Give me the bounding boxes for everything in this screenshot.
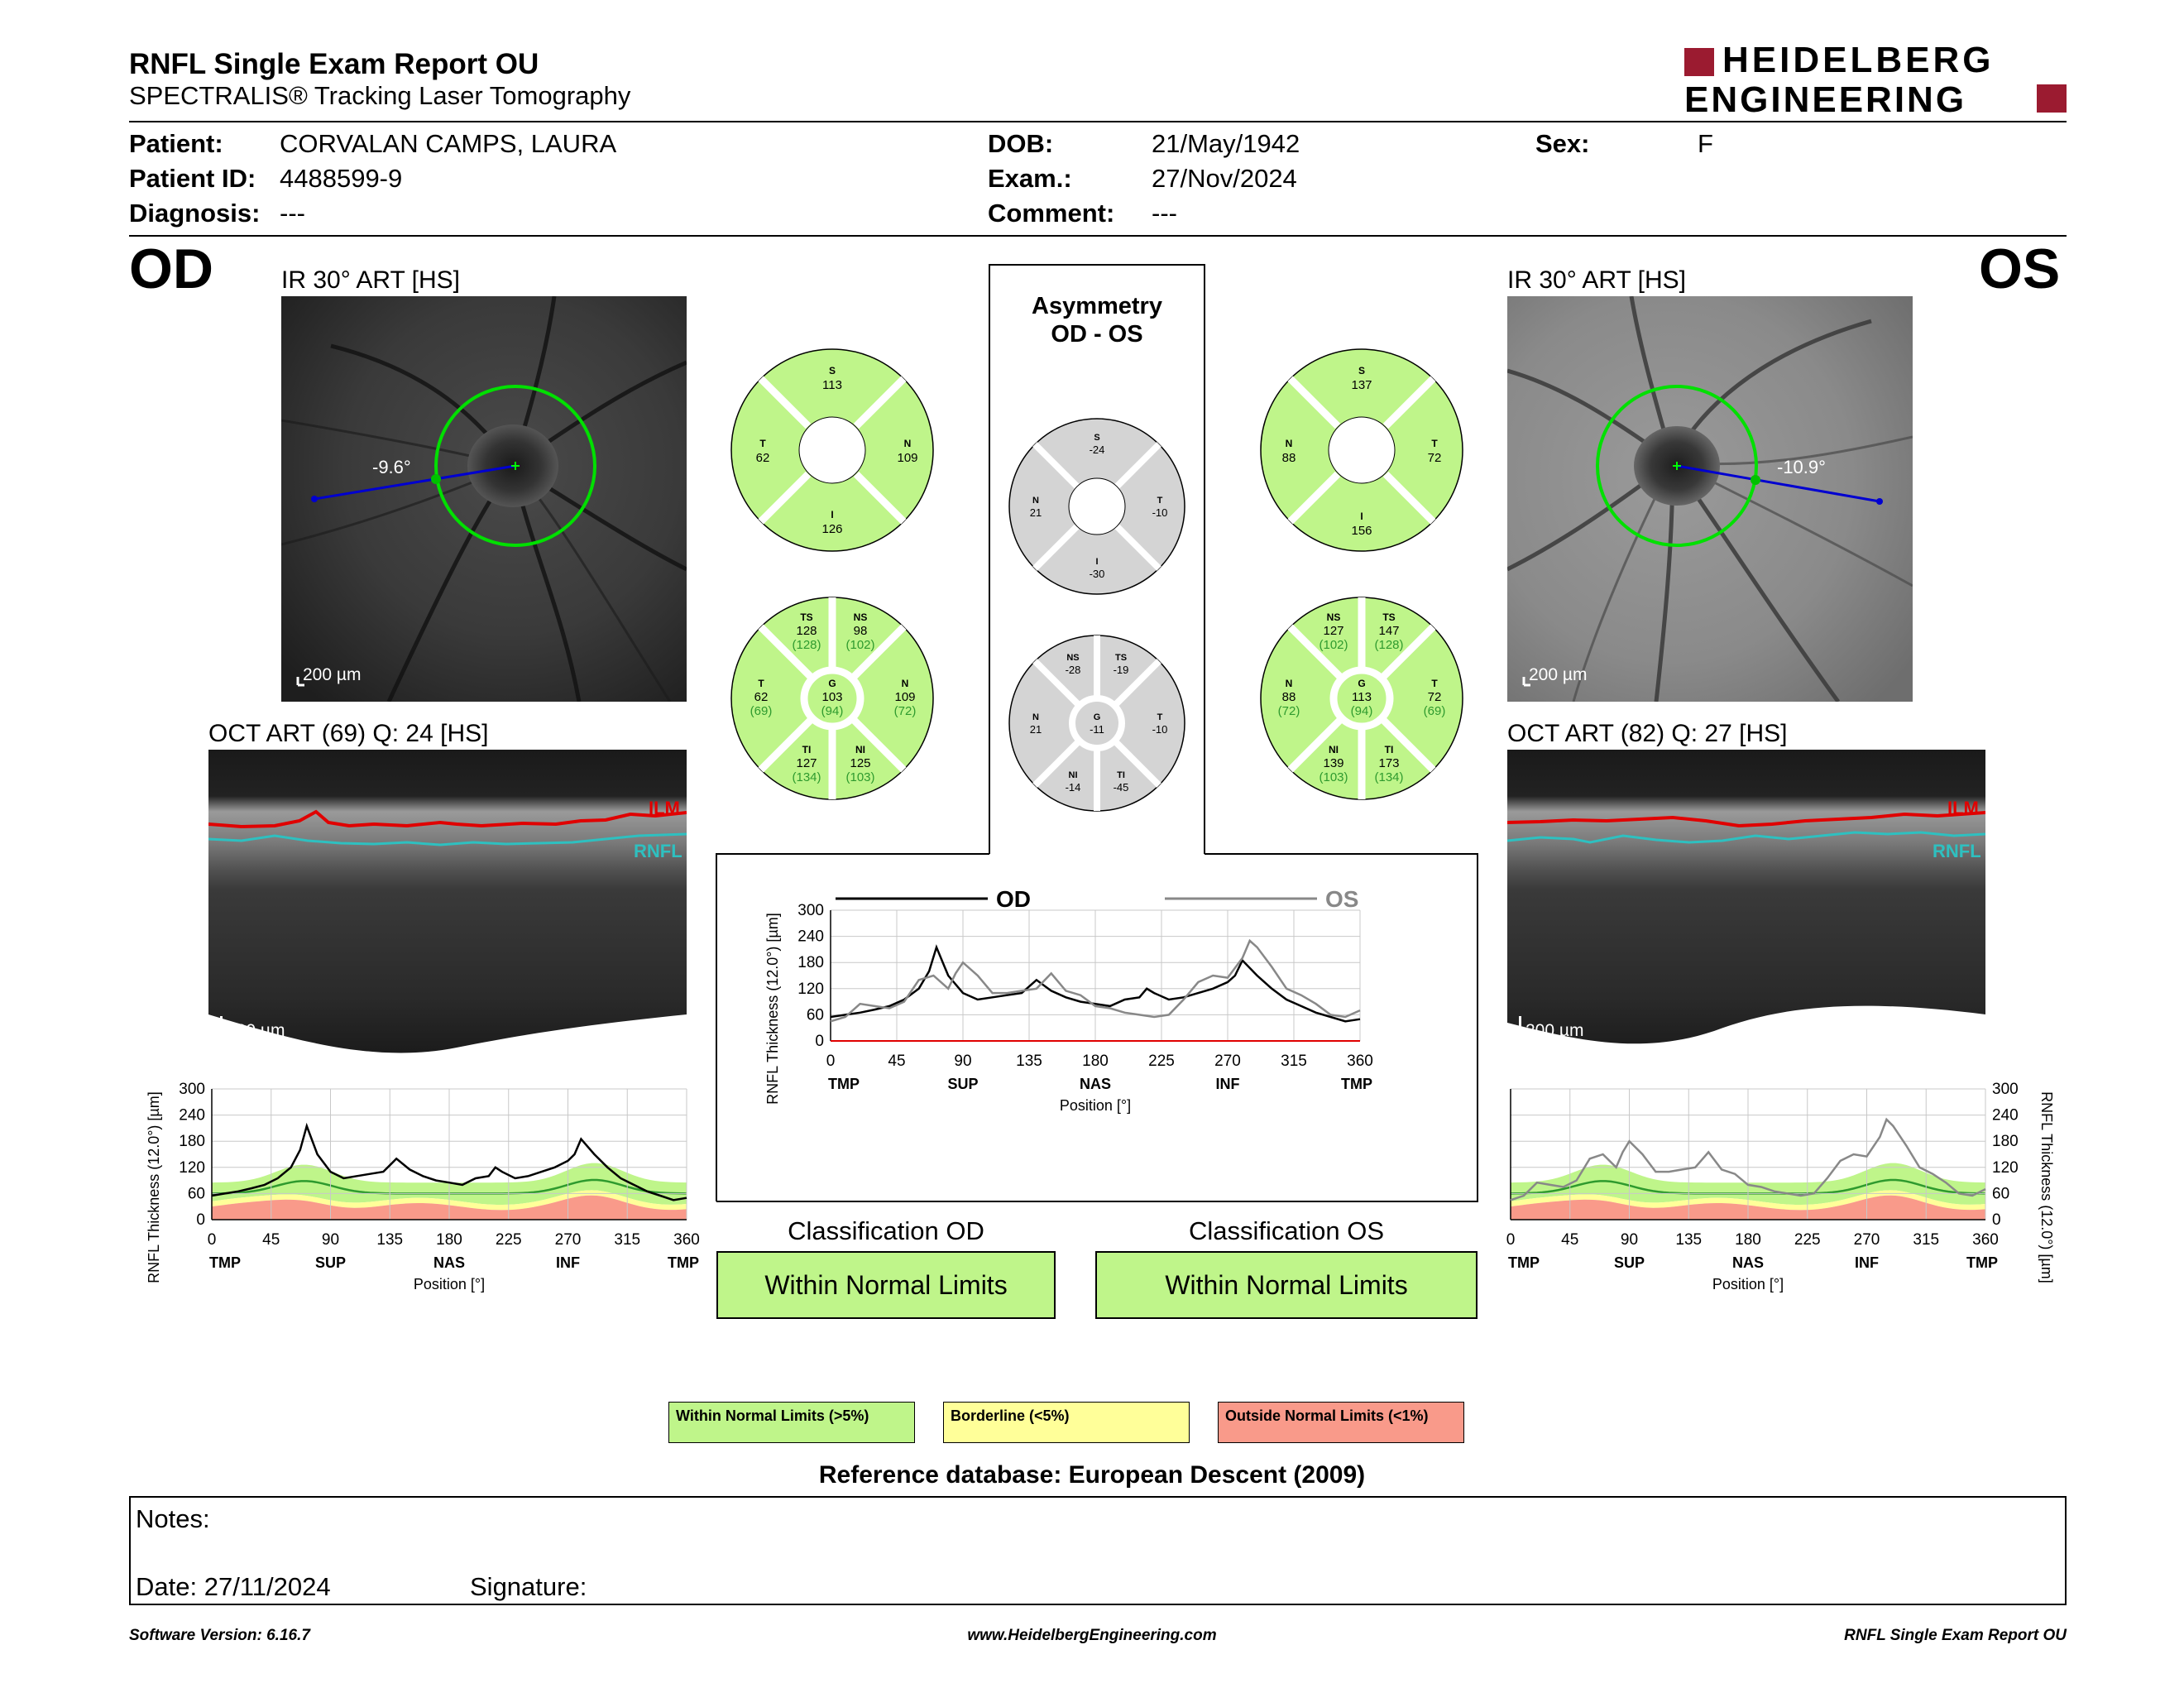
signature-label: Signature: [470, 1572, 587, 1601]
svg-text:(102): (102) [1319, 638, 1348, 652]
svg-text:I: I [831, 509, 834, 520]
comment-value: --- [1152, 199, 1177, 228]
y-axis-title: RNFL Thickness (12.0°) [µm] [764, 913, 781, 1105]
od-s-value: 113 [822, 378, 842, 392]
y-tick-label: 0 [196, 1211, 205, 1229]
x-tick-label: 315 [614, 1231, 641, 1249]
y-tick-label: 300 [1992, 1081, 2019, 1098]
svg-text:-11: -11 [1090, 723, 1104, 736]
svg-text:88: 88 [1281, 690, 1296, 704]
x-tick-label: 225 [495, 1231, 522, 1249]
x-tick-label: 0 [207, 1231, 217, 1249]
comment-label: Comment: [988, 199, 1115, 228]
svg-text:72: 72 [1427, 690, 1442, 704]
logo-line2: ENGINEERING [1684, 79, 1967, 120]
region-label: INF [1855, 1254, 1879, 1271]
y-tick-label: 0 [1992, 1211, 2001, 1229]
asym-t-value: -10 [1152, 506, 1168, 519]
region-label: SUP [1613, 1254, 1645, 1271]
od-ilm-label: ILM [649, 798, 680, 818]
region-label: TMP [828, 1076, 860, 1092]
svg-text:S: S [1358, 365, 1366, 376]
region-label: INF [556, 1254, 580, 1271]
svg-text:S: S [828, 365, 836, 376]
od-classification-box: Within Normal Limits [716, 1251, 1056, 1319]
region-label: TMP [668, 1254, 699, 1271]
os-s-value: 137 [1351, 378, 1372, 392]
x-tick-label: 0 [1506, 1231, 1516, 1249]
x-tick-label: 315 [1913, 1231, 1940, 1249]
dob-label: DOB: [988, 129, 1054, 158]
svg-text:T: T [759, 438, 766, 449]
asymmetry-title-2: OD - OS [1051, 321, 1143, 348]
x-tick-label: 225 [1794, 1231, 1821, 1249]
y-tick-label: 180 [179, 1133, 205, 1151]
svg-text:NI: NI [855, 744, 865, 755]
x-tick-label: 180 [1082, 1053, 1109, 1070]
y-axis-title: RNFL Thickness (12.0°) [µm] [146, 1091, 162, 1283]
os-eye-label: OS [1979, 237, 2061, 300]
svg-text:103: 103 [821, 690, 843, 704]
patient-id: 4488599-9 [280, 164, 403, 193]
y-tick-label: 120 [797, 980, 824, 998]
os-ilm-label: ILM [1947, 798, 1979, 818]
svg-text:NS: NS [1066, 653, 1080, 663]
os-classification-label: Classification OS [1188, 1216, 1385, 1245]
asymmetry-thickness-chart [764, 886, 1373, 1114]
svg-text:NI: NI [1068, 770, 1078, 780]
svg-text:G: G [1358, 678, 1366, 689]
os-t-value: 72 [1427, 451, 1442, 465]
svg-text:I: I [1095, 557, 1099, 567]
y-tick-label: 180 [797, 954, 824, 972]
legend-normal: Within Normal Limits (>5%) [668, 1402, 915, 1443]
svg-text:139: 139 [1323, 756, 1344, 770]
svg-text:109: 109 [894, 690, 916, 704]
od-thickness-chart [146, 1081, 700, 1292]
os-oct-caption: OCT ART (82) Q: 27 [HS] [1507, 720, 1788, 747]
svg-text:S: S [1094, 433, 1100, 443]
legend-borderline: Borderline (<5%) [943, 1402, 1190, 1443]
y-tick-label: 0 [815, 1033, 824, 1050]
od-fundus-scale: 200 µm [303, 665, 362, 684]
asym-s-value: -24 [1089, 444, 1105, 456]
svg-text:N: N [1285, 438, 1293, 449]
x-tick-label: 45 [888, 1053, 906, 1070]
od-oct-scale: 200 µm [227, 1021, 285, 1040]
svg-text:T: T [1431, 438, 1438, 449]
x-tick-label: 135 [1675, 1231, 1703, 1249]
y-tick-label: 300 [179, 1081, 205, 1098]
svg-text:(94): (94) [1350, 704, 1373, 718]
svg-text:147: 147 [1378, 624, 1400, 638]
report-title: RNFL Single Exam Report OU [129, 48, 539, 80]
svg-text:N: N [901, 678, 909, 689]
region-label: TMP [1508, 1254, 1540, 1271]
svg-text:TS: TS [1382, 611, 1396, 623]
y-tick-label: 120 [179, 1158, 205, 1177]
reference-database: Reference database: European Descent (2009) [818, 1461, 1366, 1489]
svg-text:(94): (94) [821, 704, 844, 718]
svg-text:TI: TI [802, 744, 812, 755]
x-tick-label: 180 [1735, 1231, 1761, 1249]
svg-text:(69): (69) [1423, 704, 1446, 718]
os-ir-caption: IR 30° ART [HS] [1507, 266, 1686, 294]
x-tick-label: 45 [1561, 1231, 1579, 1249]
svg-text:(128): (128) [1374, 638, 1404, 652]
x-tick-label: 90 [954, 1053, 972, 1070]
legend-od-label: OD [996, 886, 1031, 912]
asymmetry-title-1: Asymmetry [1032, 293, 1162, 319]
os-angle-label: -10.9° [1777, 457, 1826, 477]
footer-version: Software Version: 6.16.7 [129, 1627, 310, 1644]
patient-id-label: Patient ID: [129, 164, 256, 193]
asym-n-value: 21 [1029, 506, 1042, 519]
svg-text:I: I [1360, 511, 1363, 522]
x-axis-title: Position [°] [413, 1276, 486, 1292]
svg-text:TI: TI [1117, 770, 1125, 780]
svg-text:(128): (128) [792, 638, 821, 652]
svg-text:(72): (72) [893, 704, 917, 718]
x-axis-title: Position [°] [1059, 1097, 1132, 1114]
asym-i-value: -30 [1089, 568, 1105, 580]
svg-text:G: G [828, 678, 836, 689]
svg-text:173: 173 [1378, 756, 1400, 770]
x-tick-label: 135 [376, 1231, 404, 1249]
region-label: NAS [1731, 1254, 1765, 1271]
svg-text:21: 21 [1029, 723, 1042, 736]
od-i-value: 126 [821, 522, 843, 536]
svg-text:(103): (103) [845, 770, 875, 784]
svg-text:N: N [1032, 496, 1039, 506]
diagnosis-value: --- [280, 199, 305, 228]
x-tick-label: 135 [1016, 1053, 1042, 1070]
svg-text:127: 127 [1323, 624, 1344, 638]
svg-text:T: T [1157, 496, 1163, 506]
y-tick-label: 180 [1992, 1133, 2019, 1151]
svg-text:(103): (103) [1319, 770, 1348, 784]
od-t-value: 62 [755, 451, 770, 465]
y-tick-label: 60 [187, 1185, 205, 1203]
svg-text:(69): (69) [750, 704, 773, 718]
region-label: INF [1215, 1076, 1240, 1092]
od-angle-label: -9.6° [372, 457, 411, 477]
svg-text:T: T [758, 678, 764, 689]
exam-value: 27/Nov/2024 [1152, 164, 1297, 193]
os-rnfl-label: RNFL [1933, 841, 1981, 861]
x-tick-label: 180 [436, 1231, 462, 1249]
x-tick-label: 90 [1620, 1231, 1639, 1249]
notes-label: Notes: [136, 1504, 210, 1533]
x-tick-label: 360 [1972, 1231, 1999, 1249]
svg-text:113: 113 [1352, 690, 1372, 704]
svg-text:(134): (134) [792, 770, 821, 784]
x-tick-label: 360 [673, 1231, 700, 1249]
svg-text:(134): (134) [1374, 770, 1404, 784]
svg-text:-45: -45 [1113, 781, 1129, 794]
legend-outside: Outside Normal Limits (<1%) [1218, 1402, 1464, 1443]
svg-text:-10: -10 [1152, 723, 1168, 736]
report-subtitle: SPECTRALIS® Tracking Laser Tomography [129, 81, 631, 110]
dob-value: 21/May/1942 [1152, 129, 1300, 158]
svg-text:T: T [1157, 712, 1163, 722]
os-classification-box: Within Normal Limits [1095, 1251, 1478, 1319]
svg-text:G: G [1093, 712, 1101, 722]
od-rnfl-label: RNFL [634, 841, 682, 861]
logo-line1: HEIDELBERG [1722, 40, 1995, 80]
x-tick-label: 225 [1148, 1053, 1175, 1070]
y-tick-label: 240 [1992, 1106, 2019, 1125]
sex-label: Sex: [1535, 129, 1590, 158]
svg-text:127: 127 [796, 756, 817, 770]
x-axis-title: Position [°] [1712, 1276, 1784, 1292]
od-eye-label: OD [129, 237, 213, 300]
region-label: SUP [947, 1076, 979, 1092]
od-oct-caption: OCT ART (69) Q: 24 [HS] [208, 720, 489, 747]
x-tick-label: 0 [826, 1053, 836, 1070]
svg-text:(72): (72) [1277, 704, 1300, 718]
od-n-value: 109 [897, 451, 918, 465]
x-tick-label: 360 [1347, 1053, 1373, 1070]
os-fundus-scale: 200 µm [1529, 665, 1588, 684]
svg-text:62: 62 [754, 690, 769, 704]
svg-text:128: 128 [796, 624, 817, 638]
exam-label: Exam.: [988, 164, 1072, 193]
svg-text:N: N [1285, 678, 1293, 689]
x-tick-label: 270 [1214, 1053, 1241, 1070]
chart-legend [836, 886, 1358, 912]
svg-text:N: N [903, 438, 912, 449]
x-tick-label: 270 [554, 1231, 582, 1249]
svg-text:-19: -19 [1113, 664, 1129, 676]
svg-text:-14: -14 [1065, 781, 1081, 794]
y-tick-label: 240 [179, 1106, 205, 1125]
svg-text:125: 125 [850, 756, 871, 770]
os-oct-scale: 200 µm [1525, 1021, 1584, 1040]
region-label: TMP [1966, 1254, 1998, 1271]
x-tick-label: 270 [1853, 1231, 1880, 1249]
svg-text:NS: NS [1326, 611, 1341, 623]
os-thickness-chart [1506, 1081, 2055, 1292]
svg-text:98: 98 [853, 624, 868, 638]
legend-os-label: OS [1325, 886, 1359, 912]
svg-text:NS: NS [853, 611, 868, 623]
y-axis-title: RNFL Thickness (12.0°) [µm] [2038, 1091, 2055, 1283]
svg-text:NI: NI [1329, 744, 1339, 755]
svg-text:TS: TS [1114, 653, 1128, 663]
x-tick-label: 315 [1281, 1053, 1307, 1070]
patient-label: Patient: [129, 129, 223, 158]
region-label: NAS [433, 1254, 466, 1271]
y-tick-label: 240 [797, 928, 824, 946]
notes-box [129, 1496, 2067, 1605]
date-label: Date: 27/11/2024 [136, 1572, 331, 1601]
od-classification-label: Classification OD [788, 1216, 984, 1245]
y-tick-label: 300 [797, 902, 824, 919]
region-label: SUP [314, 1254, 347, 1271]
y-tick-label: 120 [1992, 1158, 2019, 1177]
os-n-value: 88 [1281, 451, 1296, 465]
svg-text:N: N [1032, 712, 1039, 722]
footer-report: RNFL Single Exam Report OU [1844, 1627, 2067, 1644]
x-tick-label: 90 [321, 1231, 340, 1249]
patient-name: CORVALAN CAMPS, LAURA [280, 129, 617, 158]
od-ir-caption: IR 30° ART [HS] [281, 266, 460, 294]
diagnosis-label: Diagnosis: [129, 199, 261, 228]
region-label: TMP [209, 1254, 241, 1271]
sex-value: F [1698, 129, 1713, 158]
y-tick-label: 60 [806, 1006, 824, 1024]
y-tick-label: 60 [1992, 1185, 2010, 1203]
svg-text:TS: TS [800, 611, 813, 623]
svg-text:-28: -28 [1065, 664, 1081, 676]
region-label: NAS [1079, 1076, 1112, 1092]
svg-text:(102): (102) [845, 638, 875, 652]
footer-website: www.HeidelbergEngineering.com [967, 1627, 1217, 1644]
region-label: TMP [1341, 1076, 1372, 1092]
x-tick-label: 45 [262, 1231, 280, 1249]
os-i-value: 156 [1351, 524, 1372, 538]
svg-text:T: T [1431, 678, 1438, 689]
svg-text:TI: TI [1384, 744, 1394, 755]
